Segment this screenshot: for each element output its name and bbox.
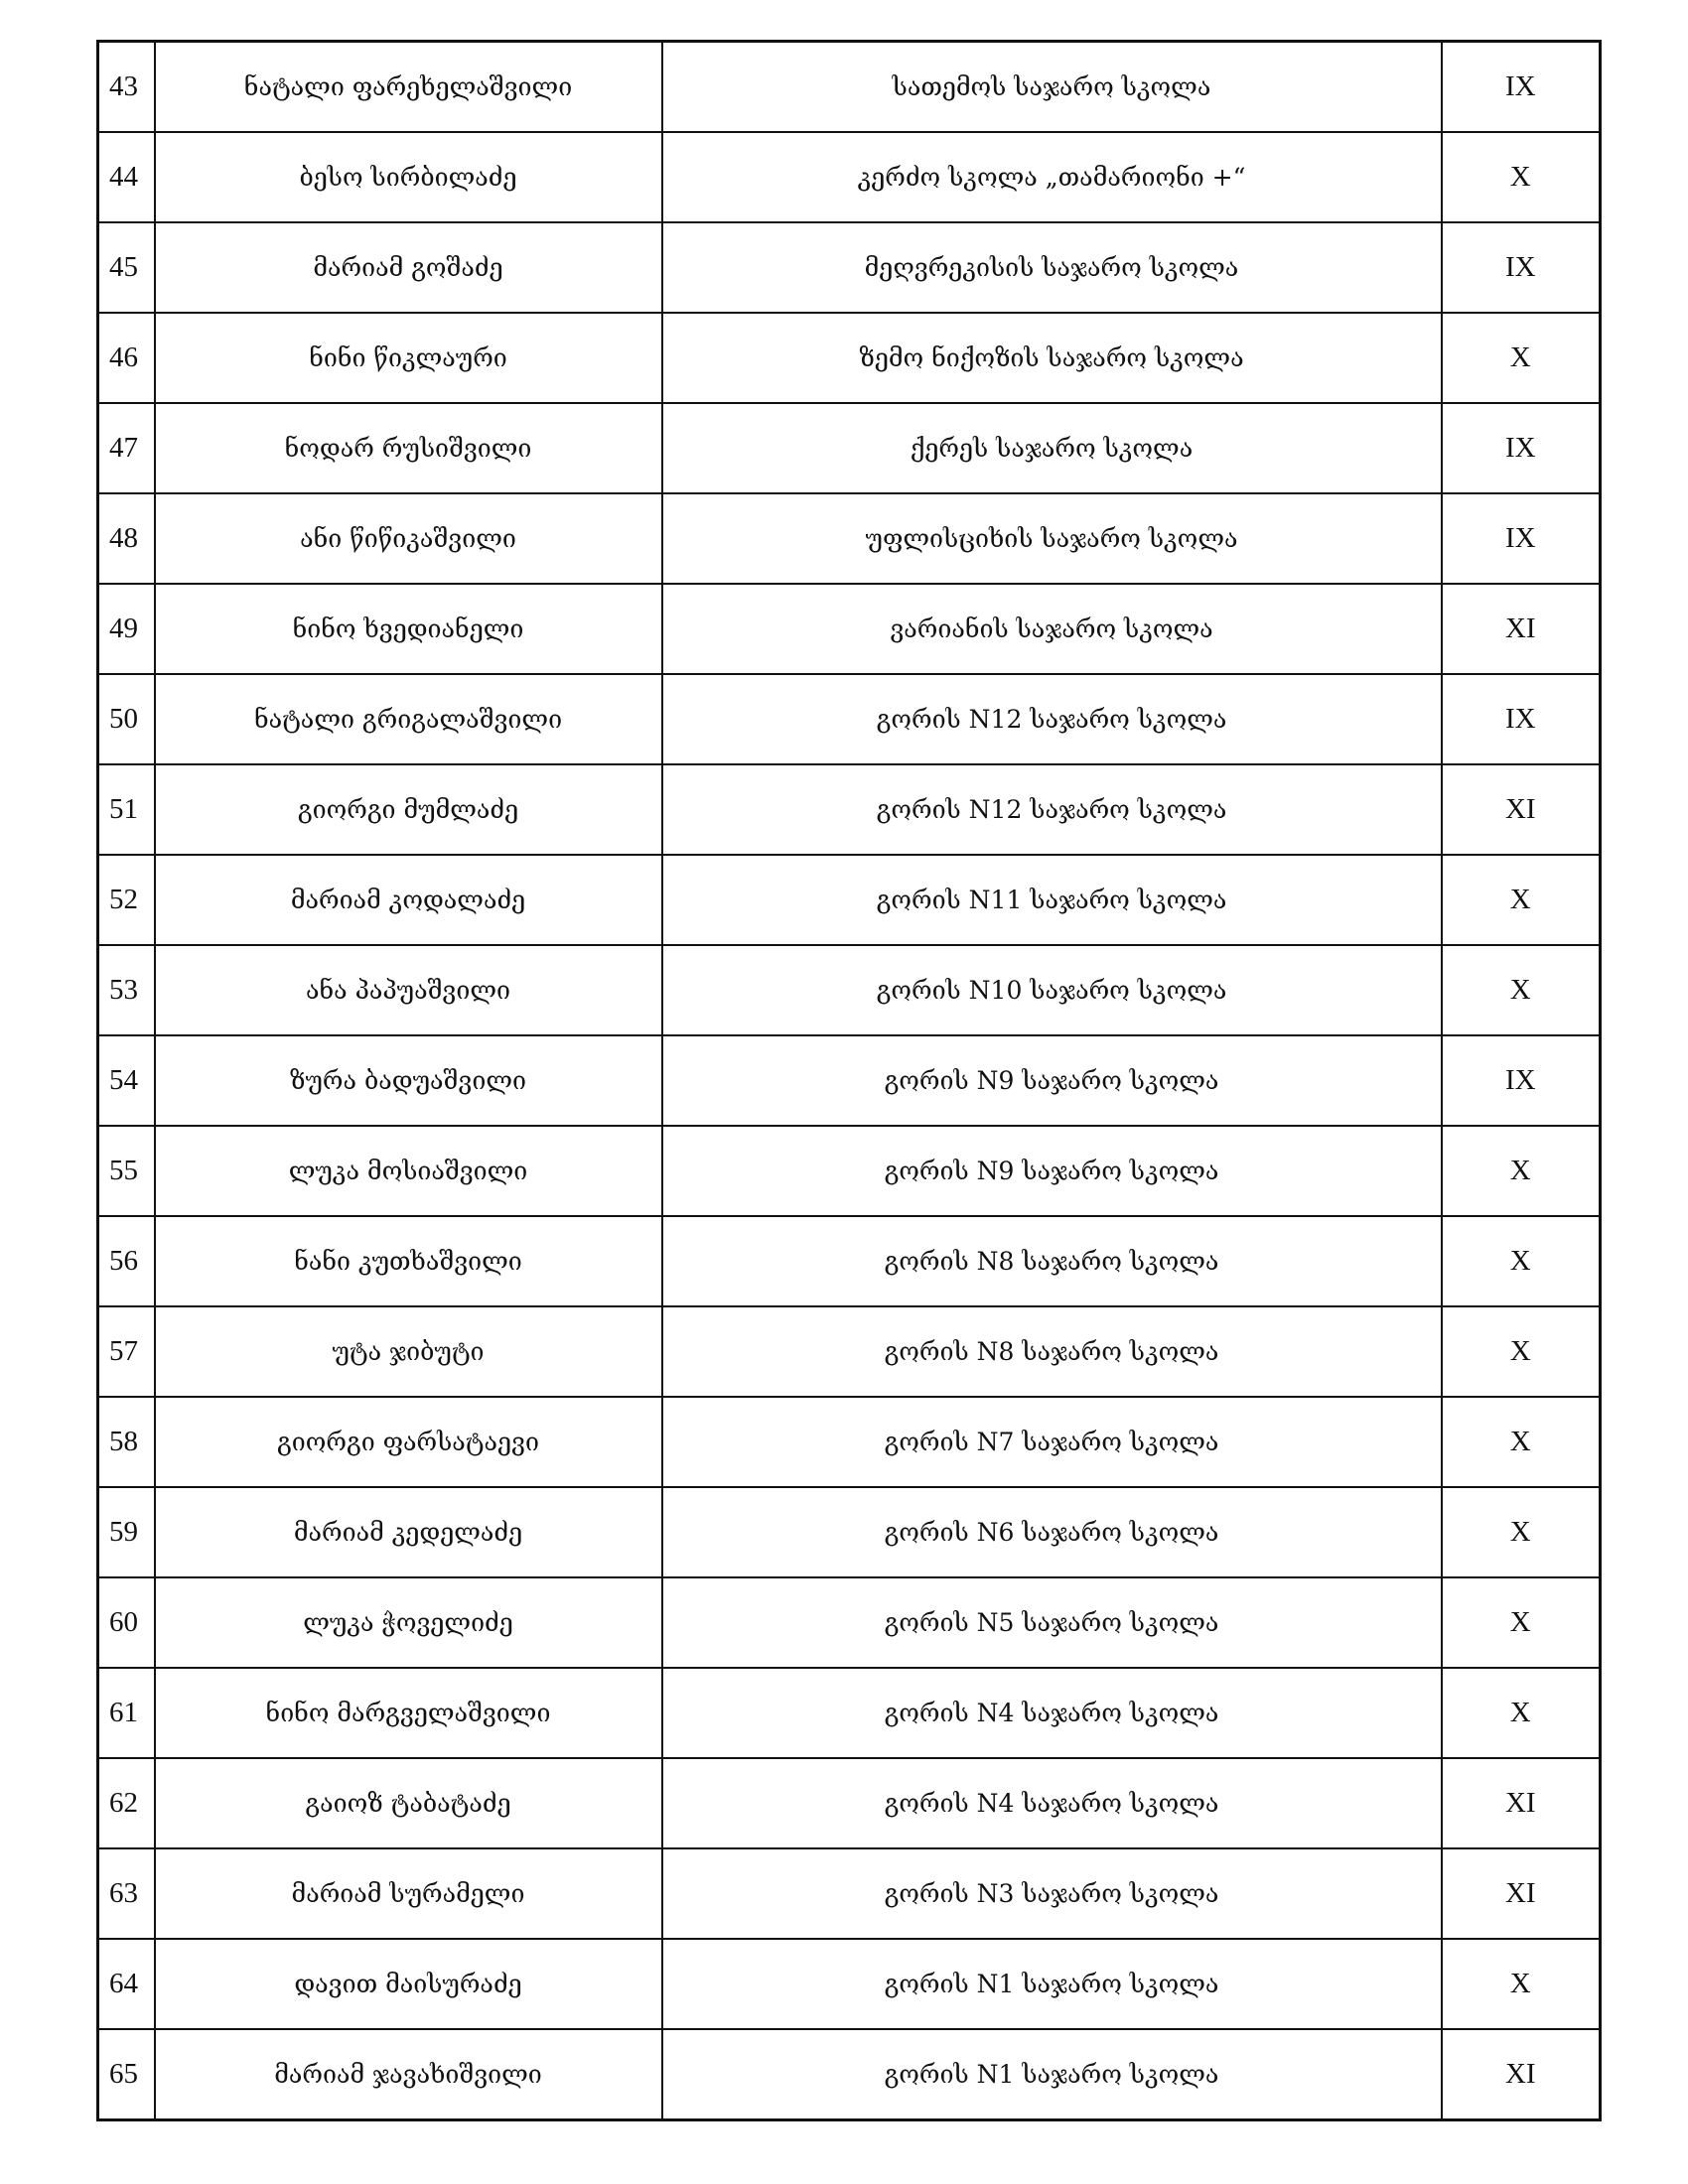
grade-level: X [1442, 945, 1601, 1035]
row-number: 56 [98, 1216, 155, 1306]
participant-name: მარიამ სურამელი [155, 1848, 662, 1939]
participant-name: ნატალი გრიგალაშვილი [155, 674, 662, 764]
grade-level: IX [1442, 674, 1601, 764]
row-number: 62 [98, 1758, 155, 1848]
row-number: 57 [98, 1306, 155, 1397]
grade-level: X [1442, 1487, 1601, 1577]
row-number: 55 [98, 1126, 155, 1216]
row-number: 43 [98, 42, 155, 133]
school-name: უფლისციხის საჯარო სკოლა [662, 493, 1442, 584]
grade-level: IX [1442, 222, 1601, 313]
participant-name: გიორგი ფარსატაევი [155, 1397, 662, 1487]
table-row [98, 1577, 1601, 1668]
school-name: გორის N5 საჯარო სკოლა [662, 1577, 1442, 1668]
participant-name: ბესო სირბილაძე [155, 132, 662, 222]
participant-name: ზურა ბადუაშვილი [155, 1035, 662, 1126]
school-name: გორის N12 საჯარო სკოლა [662, 674, 1442, 764]
school-name: გორის N10 საჯარო სკოლა [662, 945, 1442, 1035]
participant-name: გიორგი მუმლაძე [155, 764, 662, 855]
grade-level: XI [1442, 2029, 1601, 2120]
row-number: 47 [98, 403, 155, 493]
school-name: სათემოს საჯარო სკოლა [662, 42, 1442, 133]
grade-level: X [1442, 132, 1601, 222]
school-name: გორის N3 საჯარო სკოლა [662, 1848, 1442, 1939]
grade-level: X [1442, 1668, 1601, 1758]
participant-name: მარიამ ჯავახიშვილი [155, 2029, 662, 2120]
table-row [98, 1216, 1601, 1306]
table-row [98, 1939, 1601, 2029]
row-number: 50 [98, 674, 155, 764]
school-name: გორის N12 საჯარო სკოლა [662, 764, 1442, 855]
grade-level: IX [1442, 1035, 1601, 1126]
participant-name: მარიამ კედელაძე [155, 1487, 662, 1577]
school-name: ზემო ნიქოზის საჯარო სკოლა [662, 313, 1442, 403]
table-row [98, 2029, 1601, 2120]
participant-name: ანა პაპუაშვილი [155, 945, 662, 1035]
school-name: გორის N8 საჯარო სკოლა [662, 1306, 1442, 1397]
participants-table-body [98, 42, 1601, 2120]
table-row [98, 132, 1601, 222]
participant-name: ანი წიწიკაშვილი [155, 493, 662, 584]
participant-name: ნინო მარგველაშვილი [155, 1668, 662, 1758]
table-row [98, 764, 1601, 855]
school-name: ვარიანის საჯარო სკოლა [662, 584, 1442, 674]
table-row [98, 1397, 1601, 1487]
participant-name: გაიოზ ტაბატაძე [155, 1758, 662, 1848]
grade-level: IX [1442, 493, 1601, 584]
grade-level: IX [1442, 403, 1601, 493]
grade-level: X [1442, 1577, 1601, 1668]
table-row [98, 403, 1601, 493]
row-number: 45 [98, 222, 155, 313]
table-row [98, 1487, 1601, 1577]
grade-level: X [1442, 1397, 1601, 1487]
row-number: 64 [98, 1939, 155, 2029]
grade-level: X [1442, 1306, 1601, 1397]
row-number: 60 [98, 1577, 155, 1668]
row-number: 61 [98, 1668, 155, 1758]
grade-level: XI [1442, 1848, 1601, 1939]
participant-name: მარიამ გოშაძე [155, 222, 662, 313]
school-name: გორის N11 საჯარო სკოლა [662, 855, 1442, 945]
grade-level: XI [1442, 1758, 1601, 1848]
table-row [98, 313, 1601, 403]
row-number: 44 [98, 132, 155, 222]
participant-name: ლუკა ჭოველიძე [155, 1577, 662, 1668]
table-row [98, 1668, 1601, 1758]
participant-name: ნოდარ რუსიშვილი [155, 403, 662, 493]
participant-name: ლუკა მოსიაშვილი [155, 1126, 662, 1216]
grade-level: IX [1442, 42, 1601, 133]
row-number: 58 [98, 1397, 155, 1487]
participants-table [96, 40, 1602, 2121]
school-name: გორის N4 საჯარო სკოლა [662, 1668, 1442, 1758]
table-row [98, 1035, 1601, 1126]
school-name: გორის N6 საჯარო სკოლა [662, 1487, 1442, 1577]
school-name: მეღვრეკისის საჯარო სკოლა [662, 222, 1442, 313]
row-number: 59 [98, 1487, 155, 1577]
participant-name: ნინი წიკლაური [155, 313, 662, 403]
table-row [98, 222, 1601, 313]
grade-level: XI [1442, 764, 1601, 855]
row-number: 49 [98, 584, 155, 674]
row-number: 51 [98, 764, 155, 855]
row-number: 46 [98, 313, 155, 403]
table-row [98, 42, 1601, 133]
table-row [98, 493, 1601, 584]
school-name: გორის N1 საჯარო სკოლა [662, 1939, 1442, 2029]
grade-level: X [1442, 313, 1601, 403]
grade-level: X [1442, 1216, 1601, 1306]
participant-name: ნინო ხვედიანელი [155, 584, 662, 674]
row-number: 48 [98, 493, 155, 584]
school-name: გორის N4 საჯარო სკოლა [662, 1758, 1442, 1848]
grade-level: X [1442, 1939, 1601, 2029]
school-name: გორის N1 საჯარო სკოლა [662, 2029, 1442, 2120]
school-name: გორის N9 საჯარო სკოლა [662, 1035, 1442, 1126]
table-row [98, 1306, 1601, 1397]
school-name: კერძო სკოლა „თამარიონი +“ [662, 132, 1442, 222]
row-number: 65 [98, 2029, 155, 2120]
grade-level: XI [1442, 584, 1601, 674]
row-number: 63 [98, 1848, 155, 1939]
participant-name: მარიამ კოდალაძე [155, 855, 662, 945]
row-number: 54 [98, 1035, 155, 1126]
table-row [98, 1848, 1601, 1939]
table-row [98, 674, 1601, 764]
school-name: გორის N7 საჯარო სკოლა [662, 1397, 1442, 1487]
grade-level: X [1442, 1126, 1601, 1216]
participant-name: დავით მაისურაძე [155, 1939, 662, 2029]
table-row [98, 855, 1601, 945]
table-row [98, 1126, 1601, 1216]
participant-name: ნანი კუთხაშვილი [155, 1216, 662, 1306]
participant-name: ნატალი ფარეხელაშვილი [155, 42, 662, 133]
row-number: 53 [98, 945, 155, 1035]
grade-level: X [1442, 855, 1601, 945]
participant-name: უტა ჯიბუტი [155, 1306, 662, 1397]
table-row [98, 584, 1601, 674]
table-row [98, 1758, 1601, 1848]
school-name: ქერეს საჯარო სკოლა [662, 403, 1442, 493]
school-name: გორის N9 საჯარო სკოლა [662, 1126, 1442, 1216]
row-number: 52 [98, 855, 155, 945]
table-row [98, 945, 1601, 1035]
school-name: გორის N8 საჯარო სკოლა [662, 1216, 1442, 1306]
